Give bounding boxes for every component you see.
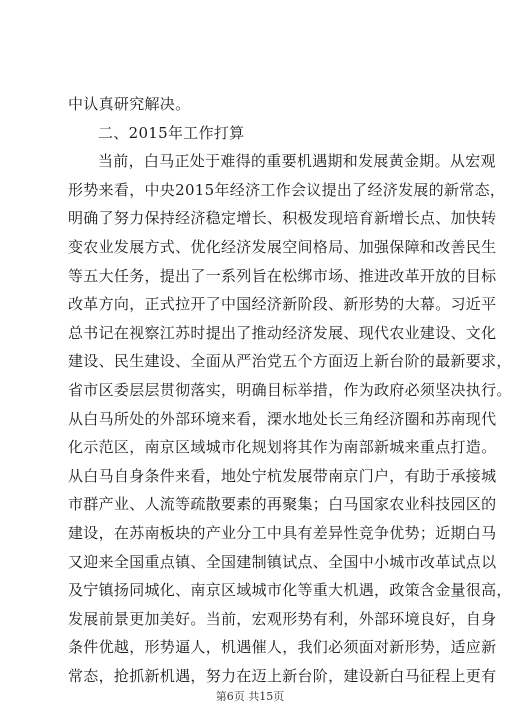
text-line: 等五大任务，提出了一系列旨在松绑市场、推进改革开放的目标 — [68, 267, 497, 285]
text-line: 及宁镇扬同城化、南京区域城市化等重大机遇，政策含金量很高， — [68, 581, 512, 599]
page-footer: 第6页 共15页 — [215, 690, 285, 703]
text-line: 建设、民生建设、全面从严治党五个方面迈上新台阶的最新要求， — [68, 352, 512, 370]
text-line: 常态，抢抓新机遇，努力在迈上新台阶，建设新白马征程上更有 — [68, 667, 497, 685]
text-line: 化示范区，南京区域城市化规划将其作为南部新城来重点打造。 — [68, 438, 497, 456]
text-line: 总书记在视察江苏时提出了推动经济发展、现代农业建设、文化 — [68, 324, 497, 342]
text-line: 建设，在苏南板块的产业分工中具有差异性竞争优势；近期白马 — [68, 524, 497, 542]
text-line: 明确了努力保持经济稳定增长、积极发现培育新增长点、加快转 — [68, 209, 497, 227]
text-line: 从白马自身条件来看，地处宁杭发展带南京门户，有助于承接城 — [68, 467, 497, 485]
text-line: 当前，白马正处于难得的重要机遇期和发展黄金期。从宏观 — [98, 152, 496, 170]
text-line: 又迎来全国重点镇、全国建制镇试点、全国中小城市改革试点以 — [68, 553, 497, 571]
text-line: 条件优越，形势逼人，机遇催人，我们必须面对新形势，适应新 — [68, 638, 497, 656]
section-heading: 二、2015年工作打算 — [98, 124, 245, 142]
text-line: 形势来看，中央2015年经济工作会议提出了经济发展的新常态， — [68, 181, 506, 199]
text-line: 从白马所处的外部环境来看，溧水地处长三角经济圈和苏南现代 — [68, 410, 497, 428]
text-line: 省市区委层层贯彻落实，明确目标举措，作为政府必须坚决执行。 — [68, 381, 512, 399]
text-line: 变农业发展方式、优化经济发展空间格局、加强保障和改善民生 — [68, 238, 497, 256]
text-line: 中认真研究解决。 — [68, 95, 191, 113]
text-line: 市群产业、人流等疏散要素的再聚集；白马国家农业科技园区的 — [68, 495, 497, 513]
text-line: 改革方向，正式拉开了中国经济新阶段、新形势的大幕。习近平 — [68, 295, 497, 313]
text-line: 发展前景更加美好。当前，宏观形势有利，外部环境良好，自身 — [68, 610, 497, 628]
